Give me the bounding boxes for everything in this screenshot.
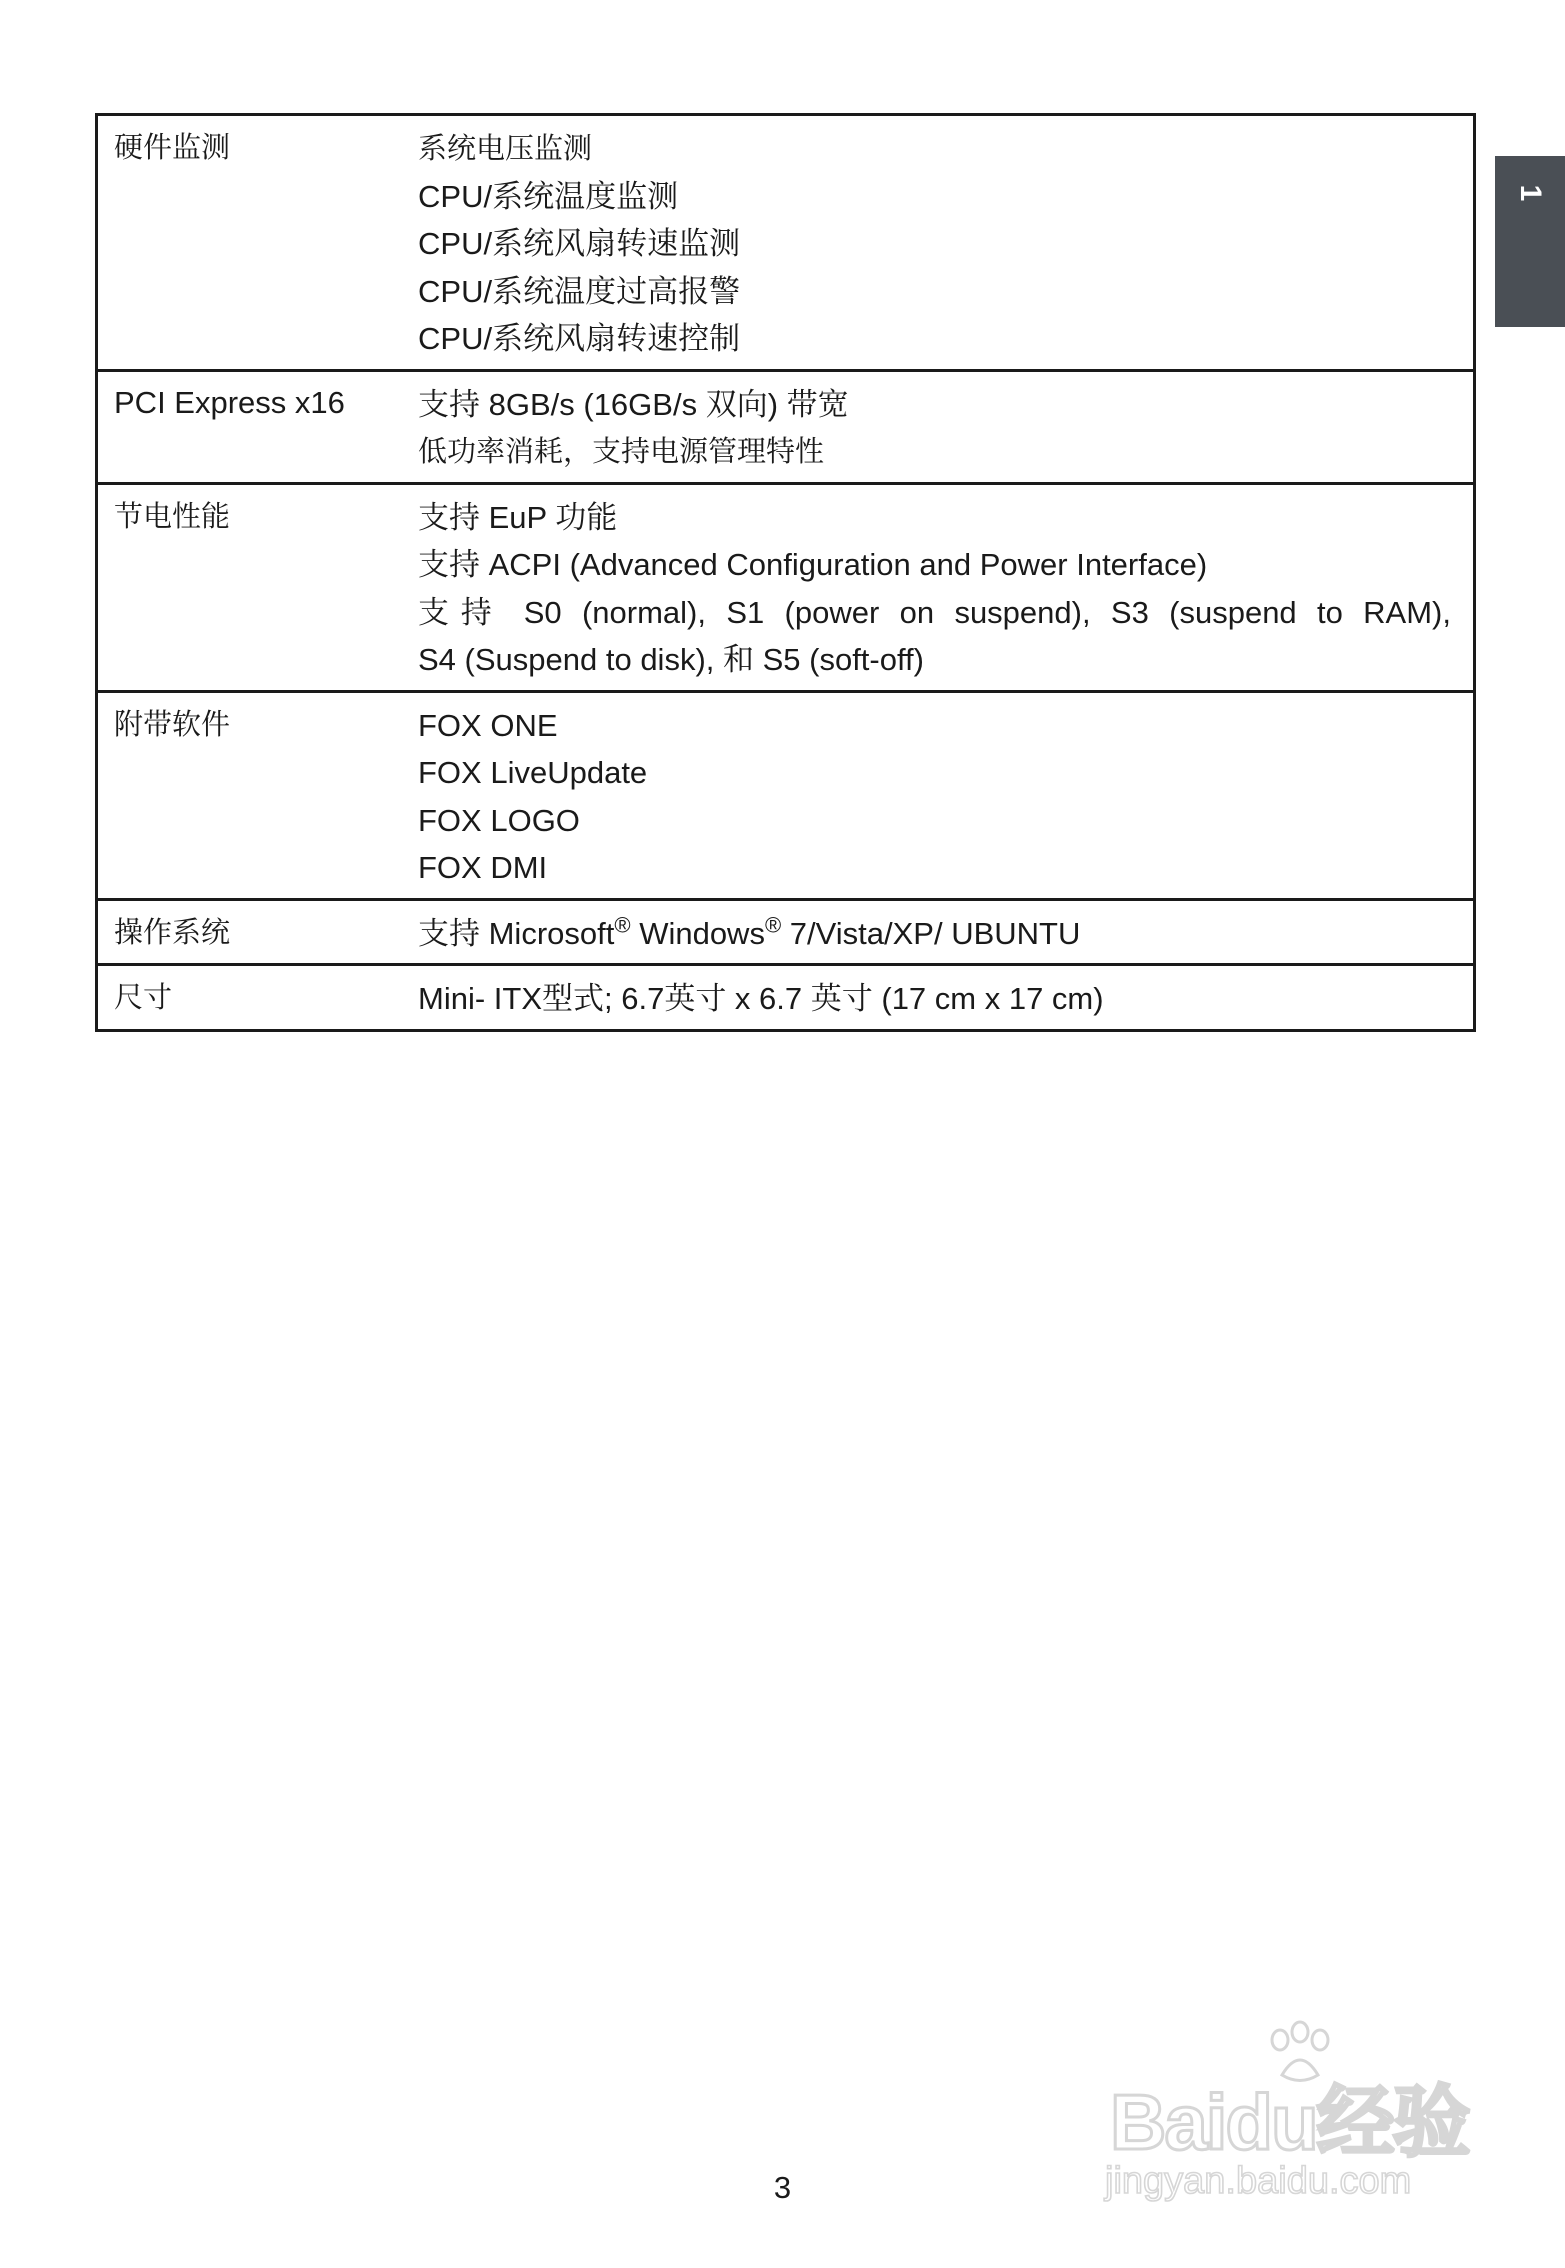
spec-table [95, 113, 1476, 1032]
spec-line: 支持 8GB/s (16GB/s 双向) 带宽 [418, 386, 849, 422]
row-content-cell [418, 483, 1475, 691]
spec-row-dimensions [97, 965, 1475, 1031]
os-prefix: 支持 Microsoft [418, 915, 615, 951]
spec-line: S4 (Suspend to disk), 和 S5 (soft-off) [418, 642, 924, 677]
spec-line [418, 910, 1451, 958]
os-windows: Windows [630, 915, 765, 951]
spec-row-power-saving [97, 483, 1475, 691]
row-label-cell [97, 115, 419, 371]
chapter-number: 1 [1514, 184, 1547, 202]
row-label: 操作系统 [114, 914, 231, 949]
chapter-tab [1495, 156, 1565, 327]
row-content-cell [418, 899, 1475, 965]
spec-line: Mini- ITX型式; 6.7英寸 x 6.7 英寸 (17 cm x 17 cm) [418, 981, 1104, 1016]
row-label-cell [97, 899, 419, 965]
watermark-logo: Baidu经验 [1110, 2078, 1469, 2166]
row-label: PCI Express x16 [114, 384, 345, 420]
baidu-watermark [1105, 2020, 1485, 2220]
spec-line: 支持 EuP 功能 [418, 499, 618, 535]
spec-row-pci-express [97, 370, 1475, 483]
spec-line: 支持 S0 (normal), S1 (power on suspend), S3 (suspend to RAM), [418, 594, 1451, 630]
spec-line: FOX DMI [418, 850, 548, 885]
spec-row-bundled-software [97, 691, 1475, 899]
spec-row-operating-system [97, 899, 1475, 965]
row-label-cell [97, 370, 419, 483]
spec-line: CPU/系统温度监测 [418, 178, 679, 214]
spec-row-hardware-monitor [97, 115, 1475, 371]
row-content-cell [418, 691, 1475, 899]
row-content-cell [418, 965, 1475, 1031]
row-content-cell [418, 115, 1475, 371]
row-label-cell [97, 965, 419, 1031]
spec-line: 低功率消耗，支持电源管理特性 [418, 434, 825, 468]
row-label-cell [97, 691, 419, 899]
os-versions: 7/Vista/XP/ UBUNTU [781, 915, 1081, 951]
spec-line: 系统电压监测 [418, 131, 593, 165]
spec-line: CPU/系统风扇转速监测 [418, 226, 741, 261]
spec-line: FOX ONE [418, 707, 558, 743]
page-number: 3 [773, 2170, 792, 2205]
row-label: 附带软件 [114, 706, 231, 741]
row-label-cell [97, 483, 419, 691]
row-label: 尺寸 [114, 980, 173, 1014]
registered-mark: ® [764, 912, 782, 938]
watermark-url: jingyan.baidu.com [1105, 2160, 1412, 2202]
row-label: 硬件监测 [114, 130, 231, 164]
spec-line: FOX LiveUpdate [418, 755, 648, 790]
spec-line: CPU/系统风扇转速控制 [418, 321, 741, 356]
spec-line: 支持 ACPI (Advanced Configuration and Power Interface) [418, 547, 1208, 582]
row-content-cell [418, 370, 1475, 483]
row-label: 节电性能 [114, 498, 231, 533]
spec-line: FOX LOGO [418, 802, 580, 838]
spec-line: CPU/系统温度过高报警 [418, 273, 741, 309]
registered-mark: ® [614, 912, 631, 938]
